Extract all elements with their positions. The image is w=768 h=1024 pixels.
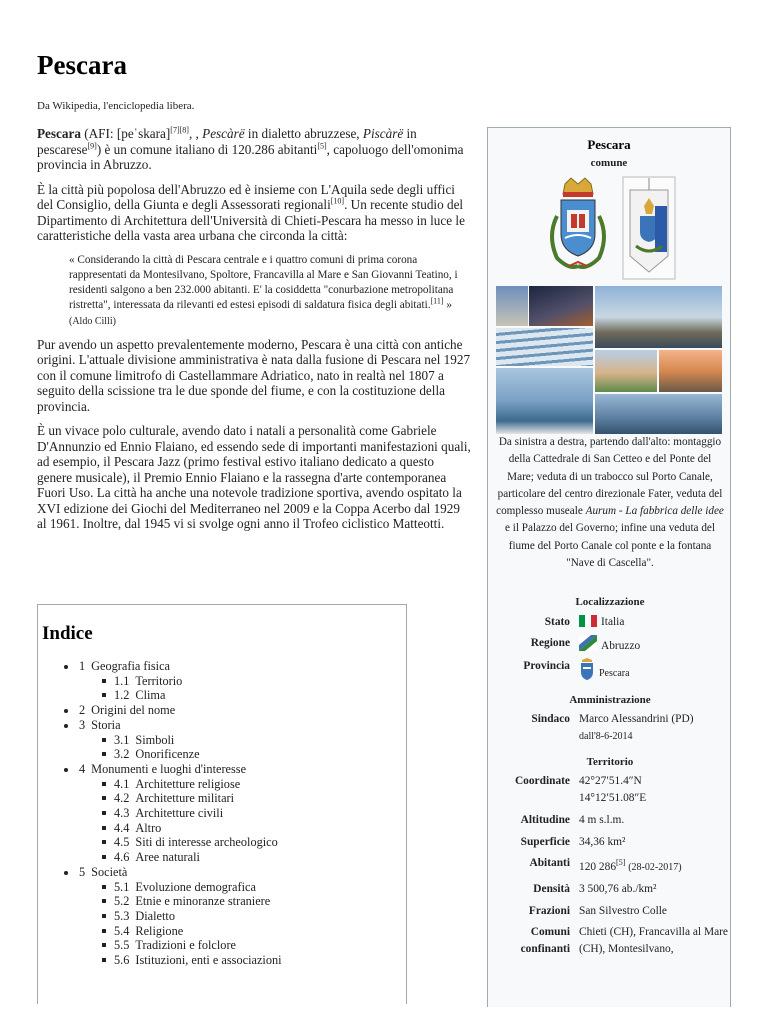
toc-label[interactable]: Dialetto	[135, 908, 175, 923]
tagline: Da Wikipedia, l'enciclopedia libera.	[37, 100, 195, 112]
toc-number: 5.1	[114, 879, 130, 894]
toc-subitem[interactable]	[42, 806, 406, 821]
toc-subitem[interactable]	[42, 777, 406, 792]
toc-subitem[interactable]	[42, 688, 406, 703]
toc-number: 1.1	[114, 673, 130, 688]
toc-label[interactable]: Onorificenze	[135, 747, 200, 762]
toc-number: 1	[79, 659, 86, 673]
toc-label[interactable]: Aree naturali	[135, 850, 200, 865]
toc-number: 3.2	[114, 747, 130, 762]
toc-label[interactable]: Territorio	[135, 673, 183, 688]
photo-caption: Da sinistra a destra, partendo dall'alto: montaggio della Cattedrale di San Cetteo e del Ponte del Mare; veduta di un trabocco sul Porto Canale, particolare del centro direzionale Fater, veduta del complesso museale Aurum - La fabbrica delle idee e il Palazzo del Governo; infine una veduta del fiume del Porto Canale col ponte e la fontana "Nave di Cascella".	[496, 436, 724, 570]
sindaco-link[interactable]: Marco Alessandrini (PD)	[579, 713, 694, 725]
gonfalone-banner-icon[interactable]	[622, 176, 676, 280]
provincia-link[interactable]: Pescara	[599, 668, 630, 679]
toc-item[interactable]	[42, 703, 406, 718]
toc-label[interactable]: Siti di interesse archeologico	[135, 835, 278, 850]
article-subject: Pescara	[37, 126, 81, 141]
toc-number: 5.5	[114, 938, 130, 953]
ref-link[interactable]: [7][8]	[170, 125, 189, 135]
toc-list	[42, 659, 406, 968]
toc-number: 3	[79, 717, 86, 732]
toc-subitem[interactable]	[42, 909, 406, 924]
toc-subitem[interactable]	[42, 953, 406, 968]
toc-label[interactable]: Architetture civili	[135, 806, 224, 821]
page-title: Pescara	[37, 50, 127, 80]
coordinate-link[interactable]: 14°12′51.08″E	[579, 792, 647, 804]
paragraph: È la città più popolosa dell'Abruzzo ed è insieme con L'Aquila sede degli uffici del Consiglio, della Giunta e degli Assessorati regionali[10]. Un recente studio del Dipartimento di Architettura dell'Università di Chieti-Pescara ha messo in luce le caratteristiche della vasta area urbana che circonda la città:	[37, 181, 465, 243]
ref-link[interactable]: [10]	[330, 196, 345, 206]
coordinate-link[interactable]: 42°27′51.4″N	[579, 775, 642, 787]
toc-subitem[interactable]	[42, 733, 406, 748]
toc-subitem[interactable]	[42, 835, 406, 850]
toc-label[interactable]: Religione	[135, 923, 184, 938]
toc-label[interactable]: Società	[91, 864, 128, 879]
toc-label[interactable]: Architetture religiose	[135, 776, 241, 791]
toc-subitem[interactable]	[42, 747, 406, 762]
infobox: Pescara comune Da sinistra a destra, partendo dall'alto: montaggio della Cattedrale di San Cetteo e del Ponte del Mare; veduta di un trabocco sul Porto Canale, particolare del centro direzionale Fater, veduta del complesso museale Aurum - La fabbrica delle idee e il Palazzo del Governo; infine una veduta del fiume del Porto Canale col ponte e la fontana "Nave di Cascella". Localizzazione Stato Italia Regione Abruzzo Provincia Pescara Amministrazione Sindaco Marco Alessandrini (PD) dall'8-6-2014 Territorio Coordinate 42°27′51.4″N 14°12′51.08″E Altitudine 4 m s.l.m. Superficie 34,36 km² Abitanti 120 286[5] (28-02-2017) Densità 3 500,76 ab./km² Frazioni San Silvestro Colle Comuni confinanti Chieti (CH), Francavilla al Mare (CH), Montesilvano,	[487, 127, 731, 1007]
confinanti-links[interactable]: Chieti (CH), Francavilla al Mare (CH), Montesilvano,	[579, 926, 728, 955]
city-photo-montage[interactable]	[496, 286, 722, 434]
toc-number: 5.4	[114, 923, 130, 938]
abruzzo-flag-icon	[579, 635, 597, 651]
toc-title: Indice	[42, 623, 93, 644]
toc-number: 1.2	[114, 688, 130, 703]
ref-link[interactable]: [5]	[616, 858, 626, 868]
toc-item[interactable]	[42, 865, 406, 880]
toc-number: 4.2	[114, 791, 130, 806]
toc-label[interactable]: Clima	[135, 688, 166, 703]
section-heading: Territorio	[586, 756, 634, 768]
toc-item[interactable]	[42, 762, 406, 777]
infobox-title: Pescara	[587, 137, 631, 152]
toc-subitem[interactable]	[42, 674, 406, 689]
toc-subitem[interactable]	[42, 938, 406, 953]
toc-label[interactable]: Origini del nome	[91, 703, 176, 718]
toc-label[interactable]: Storia	[91, 717, 121, 732]
toc-label[interactable]: Evoluzione demografica	[135, 879, 256, 894]
toc-label[interactable]: Simboli	[135, 732, 175, 747]
toc-subitem[interactable]	[42, 924, 406, 939]
regione-link[interactable]: Abruzzo	[601, 640, 641, 652]
toc-label[interactable]: Geografia fisica	[91, 659, 171, 673]
toc-label[interactable]: Altro	[135, 820, 162, 835]
paragraph: Pur avendo un aspetto prevalentemente moderno, Pescara è una città con antiche origini. L'attuale divisione amministrativa è nata dalla fusione di Pescara nel 1927 con il comune limitrofo di Castellammare Adriatico, nato in realtà nel 1807 a seguito della scissione tra le due sponde del fiume, e con la costituzione della provincia.	[37, 336, 471, 414]
toc-subitem[interactable]	[42, 880, 406, 895]
toc-label[interactable]: Tradizioni e folclore	[135, 938, 237, 953]
ref-link[interactable]: [9]	[87, 141, 97, 151]
paragraph: È un vivace polo culturale, avendo dato i natali a personalità come Gabriele D'Annunzio ed Ennio Flaiano, ed essendo sede di importanti manifestazioni quali, ad esempio, il Pescara Jazz (primo festival estivo italiano dedicato a questo genere musicale), il Premio Ennio Flaiano e la rassegna d'arte contemporanea Fuori Uso. La città ha anche una notevole tradizione sportiva, avendo ospitato la XVI edizione dei Giochi del Mediterraneo nel 2009 e la Coppa Acerbo dal 1929 al 1961. Inoltre, dal 1945 vi si svolge ogni anno il Trofeo ciclistico Matteotti.	[37, 423, 471, 532]
toc-subitem[interactable]	[42, 821, 406, 836]
toc-item[interactable]	[42, 659, 406, 674]
infobox-subtitle: comune	[590, 157, 628, 169]
toc-subitem[interactable]	[42, 791, 406, 806]
toc-number: 4.4	[114, 820, 130, 835]
article-body	[37, 126, 472, 541]
toc-number: 5	[79, 864, 86, 879]
toc-number: 4.1	[114, 776, 130, 791]
quote-author: (Aldo Cilli)	[69, 315, 116, 327]
toc-number: 5.2	[114, 894, 130, 909]
coat-of-arms-icon[interactable]	[543, 176, 613, 276]
blockquote: « Considerando la città di Pescara centrale e i quattro comuni di prima corona rappresentati da Montesilvano, Spoltore, Francavilla al Mare e San Giovanni Teatino, i residenti salgono a ben 232.000 abitanti. E' la cosiddetta "conurbazione metropolitana ristretta", interessata da rilevanti ed estesi episodi di saldatura fisica degli abitati.[11] » (Aldo Cilli)	[69, 253, 458, 327]
toc-number: 3.1	[114, 732, 130, 747]
toc-subitem[interactable]	[42, 894, 406, 909]
toc-number: 5.3	[114, 908, 130, 923]
pescara-province-crest-icon	[579, 658, 595, 682]
section-heading: Amministrazione	[569, 694, 651, 706]
toc-item[interactable]	[42, 718, 406, 733]
toc-label[interactable]: Architetture militari	[135, 791, 235, 806]
stato-link[interactable]: Italia	[601, 616, 625, 628]
ref-link[interactable]: [11]	[430, 296, 444, 306]
intro-paragraph: Pescara (AFI: [peˈskara][7][8], , Pescàrë in dialetto abruzzese, Piscàrë in pescarese[9]) è un comune italiano di 120.286 abitanti[5], capoluogo dell'omonima provincia in Abruzzo.	[37, 125, 464, 172]
toc-subitem[interactable]	[42, 850, 406, 865]
toc-number: 4.3	[114, 806, 130, 821]
toc-number: 5.6	[114, 953, 130, 968]
section-heading: Localizzazione	[575, 596, 645, 608]
toc-number: 4.5	[114, 835, 130, 850]
italy-flag-icon	[579, 615, 597, 627]
toc-label[interactable]: Istituzioni, enti e associazioni	[135, 953, 282, 968]
toc-number: 4	[79, 761, 86, 776]
frazioni-link[interactable]: San Silvestro Colle	[579, 905, 667, 917]
toc-number: 4.6	[114, 850, 130, 865]
toc-label[interactable]: Monumenti e luoghi d'interesse	[91, 761, 247, 776]
ref-link[interactable]: [5]	[317, 141, 327, 151]
table-of-contents	[37, 604, 407, 1004]
toc-number: 2	[79, 703, 86, 718]
toc-label[interactable]: Etnie e minoranze straniere	[135, 894, 271, 909]
